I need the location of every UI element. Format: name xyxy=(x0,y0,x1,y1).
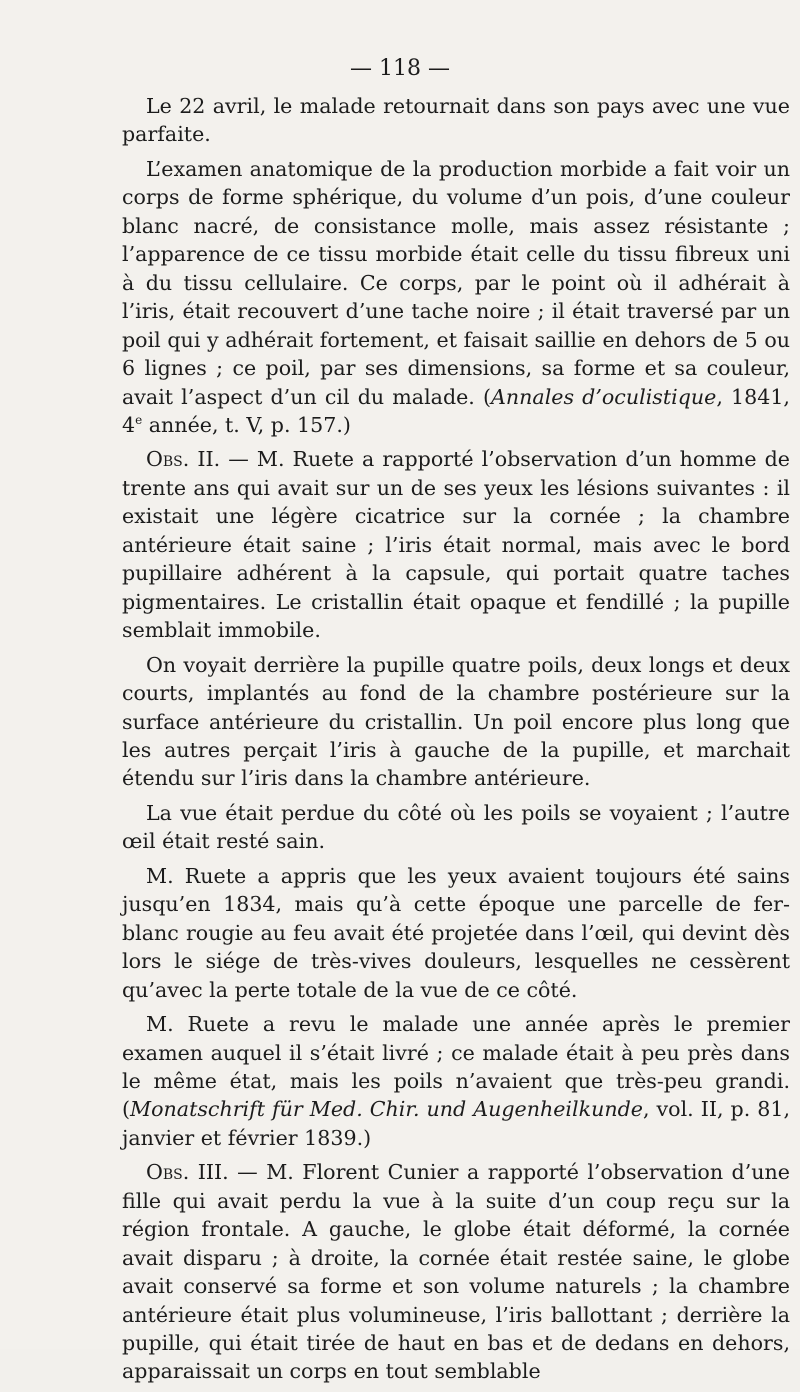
paragraph-2-text: L’examen anatomique de la production morbide a fait voir un corps de forme sphérique, du volume d’un pois, d’une couleur blanc nacré, de consistance molle, mais assez résistante ; l’apparence de ce tissu morbide était celle du tissu fibreux uni à du tissu cellulaire. Ce corps, par le point où il adhérait à l’iris, était recouvert d’une tache noire ; il était traversé par un poil qui y adhérait fortement, et faisait saillie en dehors de 5 ou 6 lignes ; ce poil, par ses dimensions, sa forme et sa couleur, avait l’aspect d’un cil du malade. ( xyxy=(122,156,790,409)
journal-citation: Annales d’oculistique xyxy=(491,384,717,409)
ordinal-superscript: e xyxy=(135,413,143,428)
paragraph-1: Le 22 avril, le malade retournait dans son pays avec une vue parfaite. xyxy=(122,94,790,147)
paragraph-4: On voyait derrière la pupille quatre poils, deux longs et deux courts, implantés au fond de la chambre postérieure sur la surface antérieure du cristallin. Un poil encore plus long que les autres perçait l’iris à gauche de la pupille, et marchait étendu sur l’iris dans la chambre antérieure. xyxy=(122,652,790,791)
paragraph-8 xyxy=(122,1158,790,1386)
observation-label: Obs. III. xyxy=(146,1160,229,1185)
paragraph-7-text: M. Ruete a revu le malade une année après le premier examen auquel il s’était livré ; ce malade était à peu près dans le même état, mais les poils n’avaient que très-peu grandi. ( xyxy=(122,1012,790,1122)
journal-citation: Monatschrift für Med. Chir. und Augenheilkunde xyxy=(130,1097,643,1122)
paragraph-6: M. Ruete a appris que les yeux avaient toujours été sains jusqu’en 1834, mais qu’à cette époque une parcelle de fer-blanc rougie au feu avait été projetée dans l’œil, qui devint dès lors le siége de très-vives douleurs, lesquelles ne cessèrent qu’avec la perte totale de la vue de ce côté. xyxy=(122,863,790,1002)
paragraph-7 xyxy=(122,1010,790,1152)
page-body xyxy=(122,92,790,1392)
observation-label: Obs. II. xyxy=(146,447,221,472)
paragraph-5: La vue était perdue du côté où les poils se voyaient ; l’autre œil était resté sain. xyxy=(122,800,790,854)
paragraph-3 xyxy=(122,445,790,644)
citation-volume: année, t. V, p. 157.) xyxy=(142,412,351,437)
paragraph-2 xyxy=(122,155,790,440)
page-number: — 118 — xyxy=(350,56,450,81)
citation-details: , vol. II, p. 81, janvier et février 1839.) xyxy=(122,1097,790,1150)
citation-year: , 1841, 4 xyxy=(122,384,790,437)
paragraph-8-text: — M. Florent Cunier a rapporté l’observation d’une fille qui avait perdu la vue à la suite d’un coup reçu sur la région frontale. A gauche, le globe était déformé, la cornée avait disparu ; à droite, la cornée était restée saine, le globe avait conservé sa forme et son volume naturels ; la chambre antérieure était plus volumineuse, l’iris ballottant ; derrière la pupille, qui était tirée de haut en bas et de dedans en dehors, apparaissait un corps en tout semblable xyxy=(122,1160,790,1384)
paragraph-3-text: — M. Ruete a rapporté l’observation d’un homme de trente ans qui avait sur un de ses yeux les lésions suivantes : il existait une légère cicatrice sur la cornée ; la chambre antérieure était saine ; l’iris était normal, mais avec le bord pupillaire adhérent à la capsule, qui portait quatre taches pigmentaires. Le cristallin était opaque et fendillé ; la pupille semblait immobile. xyxy=(122,447,790,643)
